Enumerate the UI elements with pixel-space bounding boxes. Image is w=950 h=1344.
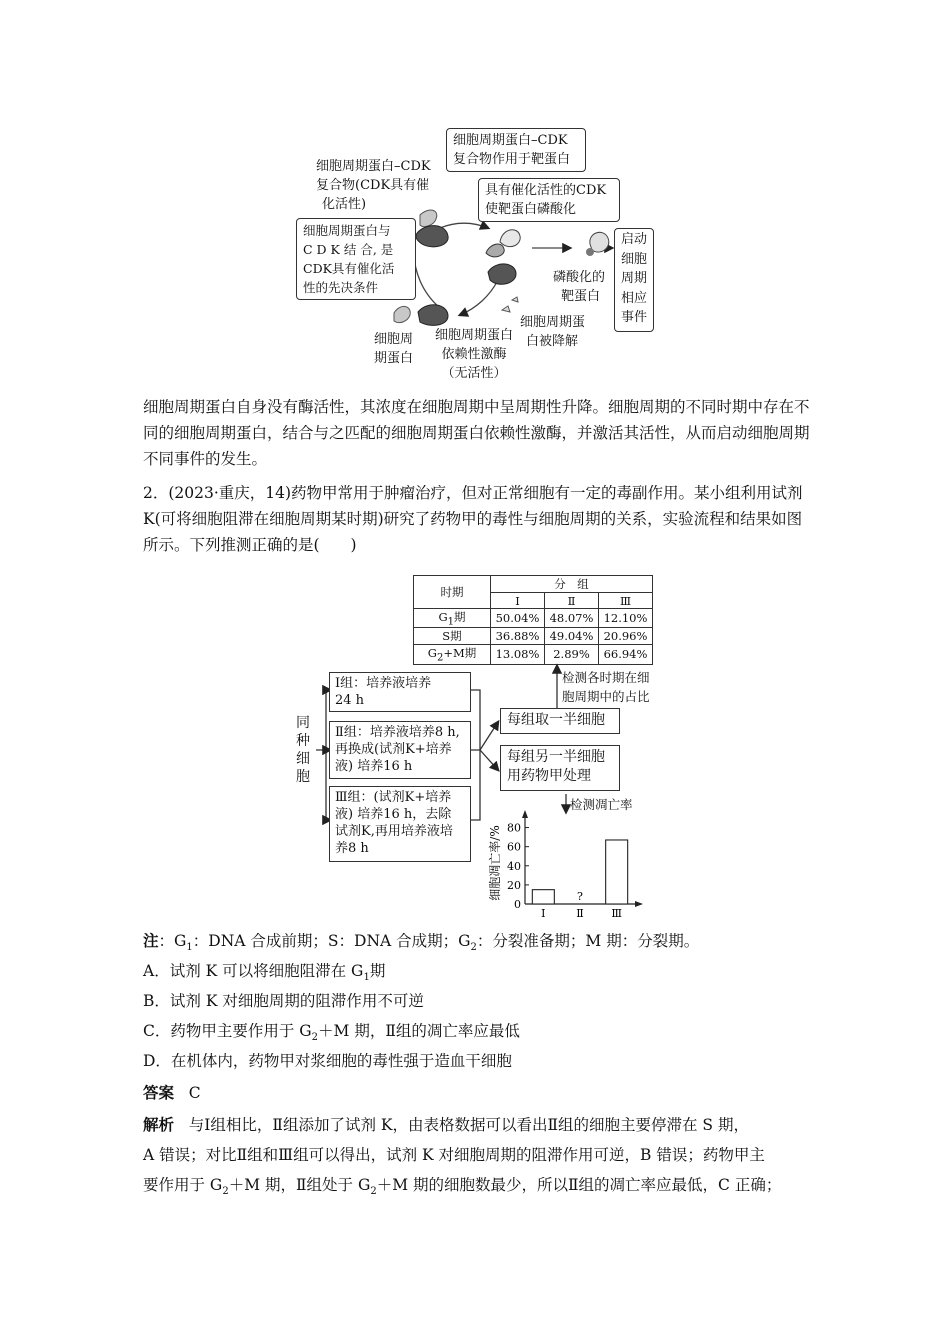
y-tick-label: 60 bbox=[507, 840, 521, 854]
box-line: Ⅲ组：(试剂K+培养 bbox=[335, 790, 452, 805]
analysis-label: 解析 bbox=[143, 1115, 175, 1134]
table-cell: 13.08% bbox=[491, 645, 545, 664]
table-cell: 49.04% bbox=[545, 628, 599, 645]
y-axis-arrow bbox=[522, 810, 528, 818]
table-cell: 48.07% bbox=[545, 609, 599, 628]
label-line: （无活性） bbox=[441, 366, 507, 381]
explanation-paragraph: 细胞周期蛋白自身没有酶活性，其浓度在细胞周期中呈周期性升降。细胞周期的不同时期中存在不同的细胞周期蛋白，结合与之匹配的细胞周期蛋白依赖性激酶，并激活其活性，从而启动细胞周期不同事件的发生。 bbox=[143, 398, 810, 468]
bar bbox=[606, 840, 628, 904]
answer-value: C bbox=[188, 1084, 201, 1102]
y-tick-label: 80 bbox=[507, 821, 521, 835]
group2-box bbox=[329, 721, 471, 779]
table-cell: 50.04% bbox=[491, 609, 545, 628]
label-line: 细胞周期蛋 bbox=[520, 315, 586, 330]
label-line: 胞周期中的占比 bbox=[562, 689, 650, 704]
table-header-group: 分 组 bbox=[491, 576, 653, 593]
box-line: 液) 培养16 h bbox=[335, 759, 413, 774]
cyclin-degraded-label bbox=[520, 313, 585, 351]
x-axis-arrow bbox=[635, 901, 643, 907]
label-line: 细胞周期蛋白 bbox=[434, 328, 513, 343]
label-line: 细胞周 bbox=[374, 332, 414, 347]
table-cell: 66.94% bbox=[599, 645, 653, 664]
box-line: 周期 bbox=[620, 271, 647, 286]
analysis-line-1: 解析 与Ⅰ组相比，Ⅱ组添加了试剂 K，由表格数据可以看出Ⅱ组的细胞主要停滞在 S 期， bbox=[143, 1115, 749, 1134]
answer-line bbox=[143, 1080, 201, 1106]
label-line: 细胞周期蛋白–CDK bbox=[316, 159, 431, 174]
table-group-3: Ⅲ bbox=[599, 593, 653, 609]
box-line: 24 h bbox=[335, 693, 365, 708]
note-prefix: 注 bbox=[143, 931, 159, 950]
y-axis-label: 细胞凋亡率/% bbox=[488, 825, 502, 901]
table-header-period: 时期 bbox=[414, 576, 491, 609]
box-line: 性的先决条件 bbox=[303, 280, 379, 295]
table-cell: 36.88% bbox=[491, 628, 545, 645]
box-line: 细胞 bbox=[620, 251, 647, 267]
bar bbox=[532, 890, 554, 904]
analysis-line-3: 要作用于 $G_2+M$ 期，Ⅱ组处于 $G_2+M$ 期的细胞数最少，所以Ⅱ组的凋亡率应最低，C 正确； bbox=[143, 1176, 782, 1198]
table-cell: 20.96% bbox=[599, 628, 653, 645]
table-group-2: Ⅱ bbox=[545, 593, 599, 609]
half-cells-box: 每组取一半细胞 bbox=[500, 708, 620, 734]
table-row bbox=[414, 609, 653, 628]
table-group-1: Ⅰ bbox=[491, 593, 545, 609]
detect-death-label: 检测凋亡率 bbox=[570, 797, 633, 812]
table-cell: 2.89% bbox=[545, 645, 599, 664]
box-line: 试剂K,再用培养液培 bbox=[335, 824, 453, 839]
question-stem: 2．(2023·重庆，14)药物甲常用于肿瘤治疗，但对正常细胞有一定的毒副作用。某小组利用试剂K(可将细胞阻滞在细胞周期某时期)研究了药物甲的毒性与细胞周期的关系，实验流程和结果如图所示。下列推测正确的是( ) bbox=[143, 484, 803, 554]
label-line: 靶蛋白 bbox=[561, 289, 601, 304]
cdk-label bbox=[425, 326, 523, 383]
box-line: 液) 培养16 h，去除 bbox=[335, 807, 452, 822]
phosphorylated-target-icon bbox=[586, 232, 609, 256]
y-tick-label: 20 bbox=[507, 878, 521, 892]
label-line: 化活性) bbox=[322, 197, 367, 212]
box-line: C D K 结 合, 是 bbox=[303, 242, 394, 257]
same-cell-label: 同种细胞 bbox=[296, 715, 310, 785]
y-tick-label: 40 bbox=[507, 859, 521, 873]
label-line: 磷酸化的 bbox=[553, 270, 606, 285]
label-line: 期蛋白 bbox=[374, 351, 414, 366]
degraded-cyclin-icon bbox=[502, 297, 518, 312]
box-line: 使靶蛋白磷酸化 bbox=[485, 202, 577, 217]
x-tick-label: Ⅰ bbox=[541, 907, 546, 920]
box-line: 具有催化活性的CDK bbox=[485, 183, 607, 198]
note-line: 注：$G_1$：DNA 合成前期；S：DNA 合成期；$G_2$：分裂准备期；M 期：分裂期。 bbox=[143, 931, 700, 954]
box-line: Ⅱ组：培养液培养8 h, bbox=[335, 725, 460, 740]
box-line: 再换成(试剂K+培养 bbox=[335, 742, 452, 757]
complex-label bbox=[316, 157, 431, 214]
box-line: CDK具有催化活 bbox=[303, 261, 395, 276]
y-tick-label: 0 bbox=[514, 898, 521, 911]
label-line: 复合物(CDK具有催 bbox=[316, 178, 430, 193]
box-line: 相应 bbox=[620, 290, 647, 306]
option-a[interactable]: A．试剂 K 可以将细胞阻滞在 $G_1$期 bbox=[143, 962, 386, 984]
box-line: 启动 bbox=[620, 232, 647, 247]
option-d[interactable]: D．在机体内，药物甲对浆细胞的毒性强于造血干细胞 bbox=[143, 1052, 512, 1070]
box-line: 养8 h bbox=[335, 841, 369, 856]
detect-period-label bbox=[562, 668, 650, 706]
row-label: $G_2+M$期 bbox=[414, 645, 491, 664]
x-tick-label: Ⅲ bbox=[611, 907, 622, 920]
cyclin-cdk-complex-icon bbox=[416, 210, 448, 247]
analysis-line-2: A 错误；对比Ⅱ组和Ⅲ组可以得出，试剂 K 对细胞周期的阻滞作用可逆，B 错误；药物甲主 bbox=[143, 1146, 765, 1164]
drug-treatment-box bbox=[500, 745, 620, 791]
option-c[interactable]: C．药物甲主要作用于 $G_2+M$ 期，Ⅱ组的凋亡率应最低 bbox=[143, 1022, 520, 1044]
box-line: 细胞周期蛋白与 bbox=[303, 223, 391, 238]
phosphorylated-target-label bbox=[553, 268, 605, 306]
complex-acts-on-target-box bbox=[446, 128, 586, 172]
table-row bbox=[414, 628, 653, 645]
group3-box bbox=[329, 786, 471, 862]
box-line: 事件 bbox=[620, 310, 647, 325]
unknown-value-label: ? bbox=[577, 890, 583, 903]
active-complex-icon bbox=[486, 230, 520, 285]
box-line: 细胞周期蛋白–CDK bbox=[453, 133, 568, 148]
row-label: $G_1$期 bbox=[414, 609, 491, 628]
box-line: 每组另一半细胞 bbox=[507, 749, 605, 765]
label-line: 依赖性激酶 bbox=[441, 347, 507, 362]
x-tick-label: Ⅱ bbox=[576, 907, 584, 920]
binding-prerequisite-box bbox=[296, 218, 416, 300]
apoptosis-bar-chart bbox=[485, 808, 645, 920]
cell-cycle-table bbox=[413, 575, 653, 665]
free-cyclin-icon bbox=[394, 306, 410, 322]
label-line: 检测各时期在细 bbox=[562, 670, 650, 685]
box-line: 用药物甲处理 bbox=[507, 768, 591, 784]
start-events-box bbox=[614, 228, 654, 332]
answer-label: 答案 bbox=[143, 1083, 175, 1102]
cyclin-label bbox=[374, 330, 413, 368]
box-line: Ⅰ组：培养液培养 bbox=[335, 676, 432, 691]
table-cell: 12.10% bbox=[599, 609, 653, 628]
option-b[interactable]: B．试剂 K 对细胞周期的阻滞作用不可逆 bbox=[143, 992, 424, 1010]
group1-box bbox=[329, 672, 471, 712]
label-line: 白被降解 bbox=[526, 334, 579, 349]
box-line: 复合物作用于靶蛋白 bbox=[453, 152, 571, 167]
inactive-cdk-icon bbox=[418, 305, 448, 326]
catalytic-cdk-box bbox=[478, 178, 620, 222]
row-label: S期 bbox=[414, 628, 491, 645]
